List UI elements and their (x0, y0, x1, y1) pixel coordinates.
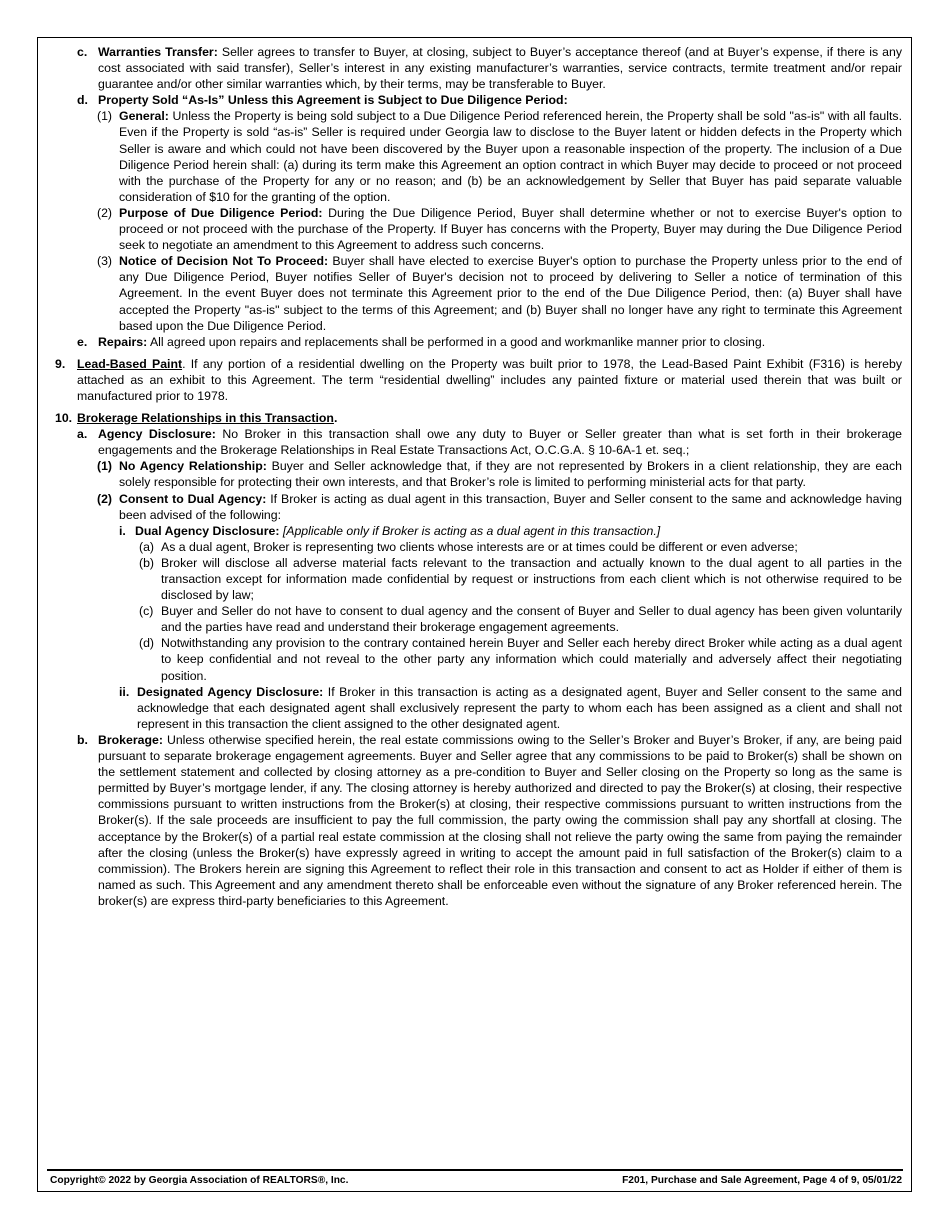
document-body (47, 44, 902, 909)
copyright-notice: Copyright© 2022 by Georgia Association of REALTORS®, Inc. (50, 1175, 349, 1186)
item-10b (47, 732, 902, 909)
item-text: All agreed upon repairs and replacements shall be performed in a good and workmanlike manner prior to closing. (149, 334, 766, 349)
subitem-label: (2) (97, 491, 113, 506)
disclosure-a (47, 539, 902, 555)
item-c (47, 44, 902, 92)
disclosure-label: (b) (139, 555, 155, 570)
subsubitem-ii (47, 684, 902, 732)
page-footer (50, 1175, 902, 1186)
subitem-text: Buyer shall have elected to exercise Buyer's option to purchase the Property unless prior to the end of any Due Diligence Period, Buyer notifies Seller of Buyer's decision not to proceed by delivering to Seller a notice of termination of this Agreement. In the event Buyer does not terminate this Agreement prior to the end of the Due Diligence Period, then: (a) Buyer shall have accepted the Property "as-is" subject to the terms of this Agreement; and (b) Buyer shall no longer have any right to terminate this Agreement based upon the Due Diligence Period. (119, 254, 902, 333)
subsubitem-label: ii. (119, 684, 130, 699)
item-label: d. (77, 93, 88, 108)
item-label: b. (77, 732, 88, 747)
item-label: a. (77, 427, 88, 442)
item-text: Unless otherwise specified herein, the real estate commissions owing to the Seller’s Broker and Buyer’s Broker, if any, are being paid pursuant to separate brokerage engagement agreements. Buyer and Seller agree that any commissions to be paid to Broker(s) shall be shown on the settlement statement and collected by closing attorney as a pre-condition to Buyer and Seller closing on the Property so long as the same is permitted by Buyer’s mortgage lender, if any. The closing attorney is hereby authorized and directed to pay the Broker(s) at closing, their respective commissions pursuant to written instructions from the Broker(s) at closing, their respective commissions pursuant to written instructions from the Broker(s). If the sale proceeds are insufficient to pay the full commission, the party owing the commission shall pay any shortfall at closing. The acceptance by the Broker(s) of a partial real estate commission at the closing shall not relieve the party owing the same from paying the remainder after the closing (unless the Broker(s) have expressly agreed in writing to accept the amount paid in full satisfaction of the Broker(s) claim to a commission). The Brokers herein are signing this Agreement to reflect their role in this transaction and consent to act as Holder if either of them is named as such. This Agreement and any amendment thereto shall be enforceable even without the signature of any Broker referenced herein. The broker(s) are express third-party beneficiaries to this Agreement. (98, 732, 902, 908)
subitem-label: (1) (97, 109, 113, 124)
subitem-text: Unless the Property is being sold subject to a Due Diligence Period referenced herein, the Property shall be sold "as-is" with all faults. Even if the Property is sold “as-is” Seller is required under Georgia law to disclose to the Buyer latent or hidden defects in the Property which Seller is aware and which could not have been discovered by the Buyer upon a reasonable inspection of the property. The inclusion of a Due Diligence Period herein shall: (a) during its term make this Agreement an option contract in which Buyer may decide to proceed or not proceed with the purchase of the Property for any or no reason; and (b) be an acknowledgement by Seller that Buyer has paid separate valuable consideration of $10 for the granting of the option. (119, 109, 902, 204)
item-heading: Brokerage: (98, 732, 163, 747)
disclosure-text: Buyer and Seller do not have to consent to dual agency and the consent of Buyer and Seller to dual agency has been given voluntarily and the parties have read and understand their brokerage engagement agreements. (161, 604, 902, 635)
disclosure-label: (d) (139, 636, 155, 651)
disclosure-b (47, 555, 902, 603)
subitem-10a2 (47, 491, 902, 523)
item-heading: Repairs: (98, 334, 148, 349)
subsubitem-text: [Applicable only if Broker is acting as a dual agent in this transaction.] (282, 523, 661, 538)
disclosure-text: As a dual agent, Broker is representing two clients whose interests are or at times could be different or even adverse; (161, 539, 798, 554)
subitem-d2 (47, 205, 902, 253)
item-text: Seller agrees to transfer to Buyer, at closing, subject to Buyer’s acceptance thereof (and at Buyer’s expense, if there is any cost associated with said transfer), Seller’s interest in any existing manufacturer’s warranties, service contracts, termite treatment and/or repair guarantee and/or other similar warranties which, by their terms, may be transferable to Buyer. (98, 45, 902, 92)
item-label: e. (77, 334, 88, 349)
item-text: No Broker in this transaction shall owe any duty to Buyer or Seller greater than what is set forth in their brokerage engagements and the Brokerage Relationships in Real Estate Transactions Act, O.C.G.A. § 10-6A-1 et. seq.; (98, 427, 903, 458)
section-heading-period: . (333, 411, 338, 426)
subsubitem-i (47, 523, 902, 539)
item-heading: Property Sold “As-Is” Unless this Agreement is Subject to Due Diligence Period: (98, 93, 568, 108)
subitem-text: If Broker is acting as dual agent in this transaction, Buyer and Seller consent to the same and acknowledge having been advised of the following: (119, 491, 903, 522)
section-text: . If any portion of a residential dwelling on the Property was built prior to 1978, the Lead-Based Paint Exhibit (F316) is hereby attached as an exhibit to this Agreement. The term “residential dwelling” includes any painted fixture or material used therein that was built or manufactured prior to 1978. (77, 356, 902, 403)
subitem-10a1 (47, 458, 902, 490)
subitem-heading: Notice of Decision Not To Proceed: (119, 254, 329, 269)
subitem-heading: Consent to Dual Agency: (119, 491, 267, 506)
item-heading: Agency Disclosure: (98, 427, 216, 442)
subitem-text: During the Due Diligence Period, Buyer shall determine whether or not to exercise Buyer's option to proceed or not proceed with the purchase of the Property. If Buyer has concerns with the Property, Buyer may during the Due Diligence Period seek to negotiate an amendment to this Agreement to address such concerns. (119, 205, 903, 253)
form-page-id: F201, Purchase and Sale Agreement, Page 4 of 9, 05/01/22 (622, 1175, 902, 1186)
subitem-label: (3) (97, 254, 113, 269)
subitem-heading: No Agency Relationship: (119, 459, 267, 474)
disclosure-text: Broker will disclose all adverse material facts relevant to the transaction and actually known to the dual agent to all parties in the transaction except for information made confidential by request or instructions from each client which is not otherwise required to be disclosed by law; (161, 555, 902, 603)
section-heading: Lead-Based Paint (77, 356, 183, 371)
disclosure-label: (c) (139, 604, 154, 619)
subsubitem-heading: Designated Agency Disclosure: (137, 684, 324, 699)
section-number: 9. (55, 356, 66, 371)
disclosure-text: Notwithstanding any provision to the contrary contained herein Buyer and Seller each hereby direct Broker while acting as a dual agent to keep confidential and not reveal to the other party any information which could materially and adversely affect their negotiating position. (161, 636, 902, 683)
subitem-text: Buyer and Seller acknowledge that, if they are not represented by Brokers in a client relationship, they are each solely responsible for protecting their own interests, and that Broker’s role is limited to performing ministerial acts for that party. (119, 459, 902, 490)
item-label: c. (77, 45, 88, 59)
item-e (47, 334, 902, 350)
subitem-d1 (47, 108, 902, 205)
footer-rule (47, 1169, 903, 1171)
subsubitem-heading: Dual Agency Disclosure: (135, 523, 280, 538)
subitem-label: (2) (97, 205, 113, 220)
disclosure-label: (a) (139, 539, 155, 554)
subitem-label: (1) (97, 459, 113, 474)
subitem-d3 (47, 253, 902, 333)
section-9 (47, 356, 902, 404)
disclosure-d (47, 635, 902, 683)
disclosure-c (47, 603, 902, 635)
subitem-heading: Purpose of Due Diligence Period: (119, 205, 323, 220)
subitem-heading: General: (119, 109, 169, 124)
subsubitem-label: i. (119, 523, 126, 538)
item-heading: Warranties Transfer: (98, 45, 218, 59)
section-heading: Brokerage Relationships in this Transaction (77, 411, 334, 426)
item-10a (47, 426, 902, 458)
section-number: 10. (55, 411, 73, 426)
subsubitem-text: If Broker in this transaction is acting as a designated agent, Buyer and Seller consent to the same and acknowledge that each designated agent shall exclusively represent the party to whom each has been assigned as a client and shall not represent in this transaction the client assigned to the other designated agent. (137, 684, 903, 731)
section-10 (47, 410, 902, 426)
item-d (47, 92, 902, 108)
